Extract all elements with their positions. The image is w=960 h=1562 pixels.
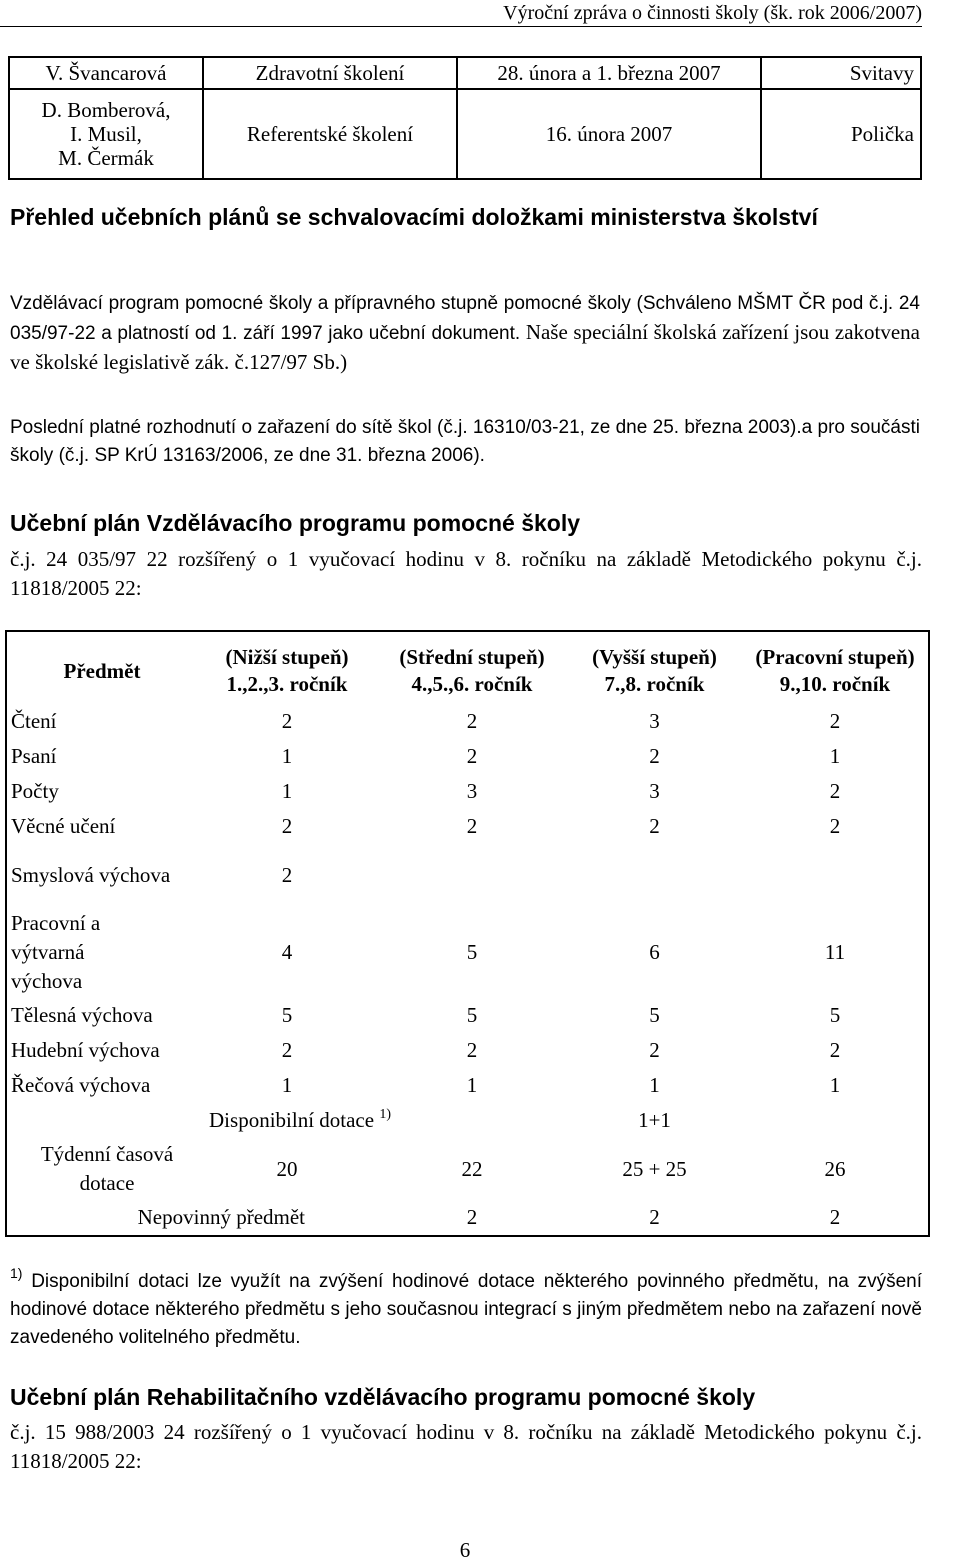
training-place: Polička xyxy=(761,89,921,179)
subject-name: Tělesná výchova xyxy=(11,1003,153,1027)
hours-cell: 2 xyxy=(466,1038,478,1062)
curriculum-table xyxy=(5,630,930,1237)
level-header xyxy=(567,631,742,704)
hours-cell: 1 xyxy=(649,1073,660,1097)
level-name: (Vyšší stupeň) xyxy=(592,645,717,669)
participant-name: M. Čermák xyxy=(58,146,154,170)
allowance-label xyxy=(6,1103,567,1138)
hours-cell: 5 xyxy=(281,1003,293,1027)
rehab-intro: č.j. 15 988/2003 24 rozšířený o 1 vyučovací hodinu v 8. ročníku na základě Metodického pokynu č.j. 11818/2005 22: xyxy=(10,1420,922,1473)
training-event: Referentské školení xyxy=(203,89,457,179)
level-years: 9.,10. ročník xyxy=(779,672,891,696)
hours-cell: 2 xyxy=(649,1038,660,1062)
level-name: (Střední stupeň) xyxy=(399,645,545,669)
weekly-label: Týdenní časová dotace xyxy=(40,1142,174,1195)
hours-cell: 2 xyxy=(281,814,293,838)
legislation-sentence: Naše speciální školská zařízení jsou zakotvena ve školské legislativě zák. č.127/97 Sb.) xyxy=(10,320,921,374)
section-heading-curriculum: Učební plán Vzdělávacího programu pomocné školy xyxy=(10,510,581,536)
hours-cell: 2 xyxy=(281,709,293,733)
level-years: 7.,8. ročník xyxy=(604,672,705,696)
training-event: Zdravotní školení xyxy=(203,57,457,89)
subject-header: Předmět xyxy=(63,658,141,683)
subject-name: Počty xyxy=(11,779,59,803)
subject-name: Čtení xyxy=(11,709,57,733)
footnote-mark: 1) xyxy=(379,1107,391,1122)
hours-cell: 1 xyxy=(281,779,293,803)
table-row xyxy=(6,1033,929,1068)
approval-sentence: Vzdělávací program pomocné školy a přípravného stupně pomocné školy (Schváleno MŠMT ČR pod č.j. 24 035/97-22 a platností od 1. září 1997 jako učební dokument. xyxy=(10,293,920,344)
subject-name: Hudební výchova xyxy=(11,1038,160,1062)
hours-cell: 2 xyxy=(649,814,660,838)
level-header xyxy=(742,631,929,704)
hours-cell: 2 xyxy=(829,709,841,733)
weekly-value: 20 xyxy=(276,1156,298,1181)
hours-cell: 3 xyxy=(649,779,660,803)
hours-cell: 11 xyxy=(824,939,846,964)
hours-cell: 2 xyxy=(829,1038,841,1062)
hours-cell: 5 xyxy=(466,1003,478,1027)
table-row-optional xyxy=(6,1200,929,1236)
optional-value: 2 xyxy=(829,1205,841,1229)
hours-cell xyxy=(567,844,742,906)
trainings-table xyxy=(8,56,922,180)
table-row-allowance xyxy=(6,1103,929,1138)
optional-value: 2 xyxy=(466,1205,478,1229)
hours-cell: 2 xyxy=(281,1038,293,1062)
training-row xyxy=(9,89,921,179)
hours-cell: 2 xyxy=(649,744,660,768)
hours-cell: 6 xyxy=(649,939,660,964)
table-row xyxy=(6,739,929,774)
subject-name: Psaní xyxy=(11,744,57,768)
subject-name: Smyslová výchova xyxy=(11,862,171,887)
hours-cell: 1 xyxy=(281,1073,293,1097)
level-header xyxy=(197,631,377,704)
hours-cell: 1 xyxy=(829,1073,841,1097)
footnote-mark: 1) xyxy=(10,1265,23,1281)
table-row xyxy=(6,1068,929,1103)
hours-cell: 2 xyxy=(829,779,841,803)
section-heading-plans: Přehled učebních plánů se schvalovacími doložkami ministerstva školství xyxy=(10,204,818,230)
empty-cell xyxy=(742,1103,929,1138)
hours-cell: 5 xyxy=(829,1003,841,1027)
hours-cell: 5 xyxy=(649,1003,660,1027)
level-years: 4.,5.,6. ročník xyxy=(411,672,533,696)
hours-cell xyxy=(377,844,567,906)
table-row xyxy=(6,704,929,739)
hours-cell: 3 xyxy=(649,709,660,733)
page-header xyxy=(0,0,922,27)
subject-name: Věcné učení xyxy=(11,814,116,838)
table-row xyxy=(6,809,929,844)
report-title: Výroční zpráva o činnosti školy (šk. rok 2006/2007) xyxy=(503,2,922,24)
level-years: 1.,2.,3. ročník xyxy=(226,672,348,696)
hours-cell: 1 xyxy=(281,744,293,768)
curriculum-intro: č.j. 24 035/97 22 rozšířený o 1 vyučovací hodinu v 8. ročníku na základě Metodického pokynu č.j. 11818/2005 22: xyxy=(10,547,922,600)
hours-cell: 2 xyxy=(466,814,478,838)
participant-names: V. Švancarová xyxy=(9,57,203,89)
participant-names xyxy=(9,89,203,179)
section-heading-rehab: Učební plán Rehabilitačního vzdělávacího programu pomocné školy xyxy=(10,1384,756,1410)
table-row-weekly xyxy=(6,1138,929,1200)
optional-value: 2 xyxy=(649,1205,660,1229)
hours-cell: 4 xyxy=(281,939,293,964)
hours-cell: 2 xyxy=(829,814,841,838)
level-name: (Pracovní stupeň) xyxy=(755,645,915,669)
participant-name: D. Bomberová, xyxy=(41,98,171,122)
hours-cell: 2 xyxy=(466,709,478,733)
weekly-value: 22 xyxy=(461,1156,483,1181)
weekly-value: 26 xyxy=(824,1156,846,1181)
table-row xyxy=(6,844,929,906)
table-row xyxy=(6,998,929,1033)
table-row xyxy=(6,906,929,998)
page-number: 6 xyxy=(459,1538,471,1562)
training-date: 16. února 2007 xyxy=(457,89,761,179)
hours-cell: 1 xyxy=(466,1073,478,1097)
table-header-row xyxy=(6,631,929,704)
allowance-value: 1+1 xyxy=(638,1108,671,1132)
subject-name: Řečová výchova xyxy=(11,1073,151,1097)
hours-cell: 2 xyxy=(466,744,478,768)
training-date: 28. února a 1. března 2007 xyxy=(457,57,761,89)
hours-cell: 2 xyxy=(281,862,293,887)
allowance-label-text: Disponibilní dotace xyxy=(209,1108,375,1132)
optional-label: Nepovinný předmět xyxy=(137,1205,305,1229)
hours-cell: 1 xyxy=(829,744,841,768)
hours-cell xyxy=(742,844,929,906)
footnote-text: Disponibilní dotaci lze využít na zvýšení hodinové dotace některého povinného předmětu, na zvýšení hodinové dotace některého předmětu s jeho současnou integrací s jiným předmětem nebo na zařazení nově zavedeného volitelného předmětu. xyxy=(10,1271,922,1348)
table-row xyxy=(6,774,929,809)
level-name: (Nižší stupeň) xyxy=(225,645,349,669)
program-approval-text xyxy=(10,290,920,378)
hours-cell: 5 xyxy=(466,939,478,964)
network-decision-text: Poslední platné rozhodnutí o zařazení do sítě škol (č.j. 16310/03-21, ze dne 25. března 2003).a pro součásti školy (č.j. SP KrÚ 13163/2006, ze dne 31. března 2006). xyxy=(10,417,920,466)
weekly-value: 25 + 25 xyxy=(622,1156,687,1181)
footnote xyxy=(10,1265,922,1352)
training-row xyxy=(9,57,921,89)
level-header xyxy=(377,631,567,704)
participant-name: I. Musil, xyxy=(70,122,142,146)
hours-cell: 3 xyxy=(466,779,478,803)
subject-name: Pracovní a výtvarná výchova xyxy=(11,910,101,993)
training-place: Svitavy xyxy=(761,57,921,89)
